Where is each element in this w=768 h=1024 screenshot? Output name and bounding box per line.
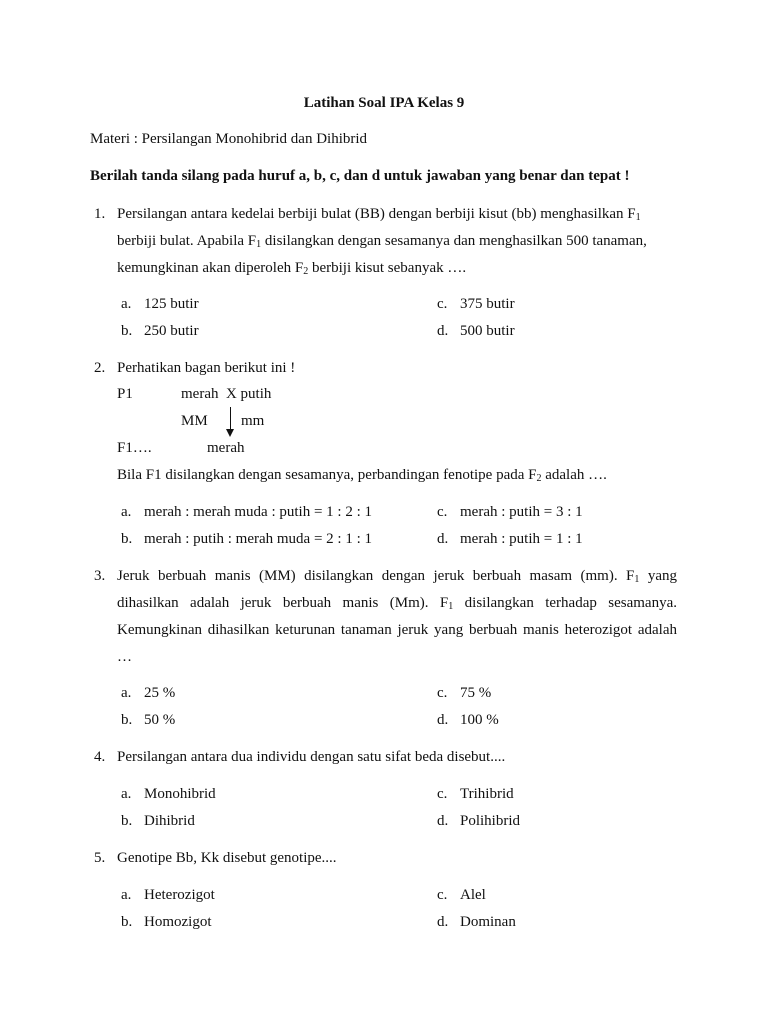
diagram-genotype-mm-lower: mm	[241, 413, 265, 429]
diagram-p1-label: P1	[117, 386, 133, 402]
option-key-a[interactable]: a.	[121, 887, 132, 903]
option-key-b[interactable]: b.	[121, 712, 133, 728]
option-text-b[interactable]: 50 %	[144, 712, 176, 728]
question-text-line: …	[117, 649, 132, 665]
option-text-c[interactable]: Trihibrid	[460, 786, 514, 802]
option-key-a[interactable]: a.	[121, 786, 132, 802]
question-text-line: kemungkinan akan diperoleh $F_2$ berbiji kisut sebanyak ….	[117, 260, 467, 277]
option-text-c[interactable]: Alel	[460, 887, 486, 903]
option-key-c[interactable]: c.	[437, 504, 448, 520]
option-text-b[interactable]: merah : putih : merah muda = 2 : 1 : 1	[144, 531, 372, 547]
question-number: 4.	[94, 749, 106, 765]
option-text-b[interactable]: Homozigot	[144, 914, 212, 930]
question-text-line: Persilangan antara kedelai berbiji bulat (BB) dengan berbiji kisut (bb) menghasilkan $F_1$	[117, 206, 641, 223]
option-text-a[interactable]: 25 %	[144, 685, 176, 701]
option-key-b[interactable]: b.	[121, 323, 133, 339]
option-key-d[interactable]: d.	[437, 914, 449, 930]
option-text-a[interactable]: Monohibrid	[144, 786, 216, 802]
question-number: 3.	[94, 568, 106, 584]
question-number: 2.	[94, 360, 106, 376]
option-key-c[interactable]: c.	[437, 685, 448, 701]
arrow-head-icon	[226, 429, 234, 437]
option-text-c[interactable]: 375 butir	[460, 296, 515, 312]
option-key-d[interactable]: d.	[437, 813, 449, 829]
option-key-d[interactable]: d.	[437, 531, 449, 547]
down-arrow-icon	[230, 407, 231, 431]
option-text-d[interactable]: 100 %	[460, 712, 499, 728]
option-text-b[interactable]: Dihibrid	[144, 813, 195, 829]
option-text-d[interactable]: merah : putih = 1 : 1	[460, 531, 583, 547]
option-key-c[interactable]: c.	[437, 887, 448, 903]
question-text-line: Jeruk berbuah manis (MM) disilangkan dengan jeruk berbuah masam (mm). $F_1$ yang	[117, 568, 677, 585]
option-text-b[interactable]: 250 butir	[144, 323, 199, 339]
option-key-c[interactable]: c.	[437, 296, 448, 312]
option-key-a[interactable]: a.	[121, 685, 132, 701]
question-text-line: dihasilkan adalah jeruk berbuah manis (Mm). $F_1$ disilangkan terhadap sesamanya.	[117, 595, 677, 612]
question-text-line: Kemungkinan dihasilkan keturunan tanaman jeruk yang berbuah manis heterozigot adalah	[117, 622, 677, 638]
page-title: Latihan Soal IPA Kelas 9	[303, 95, 465, 111]
diagram-f1-label: F1….	[117, 440, 152, 456]
question-text-line: Perhatikan bagan berikut ini !	[117, 360, 296, 376]
materi-line: Materi : Persilangan Monohibrid dan Dihibrid	[90, 131, 368, 147]
question-number: 5.	[94, 850, 106, 866]
option-text-a[interactable]: Heterozigot	[144, 887, 215, 903]
option-text-a[interactable]: merah : merah muda : putih = 1 : 2 : 1	[144, 504, 372, 520]
question-number: 1.	[94, 206, 106, 222]
option-key-a[interactable]: a.	[121, 504, 132, 520]
option-key-a[interactable]: a.	[121, 296, 132, 312]
question-text-line: Persilangan antara dua individu dengan satu sifat beda disebut....	[117, 749, 506, 765]
question-text-line: Bila F1 disilangkan dengan sesamanya, perbandingan fenotipe pada $F_2$ adalah ….	[117, 467, 607, 484]
diagram-genotype-mm-upper: MM	[181, 413, 208, 429]
option-text-a[interactable]: 125 butir	[144, 296, 199, 312]
option-text-c[interactable]: 75 %	[460, 685, 492, 701]
option-key-c[interactable]: c.	[437, 786, 448, 802]
option-text-d[interactable]: Polihibrid	[460, 813, 521, 829]
option-text-c[interactable]: merah : putih = 3 : 1	[460, 504, 583, 520]
option-key-d[interactable]: d.	[437, 323, 449, 339]
question-text-line: berbiji bulat. Apabila $F_1$ disilangkan dengan sesamanya dan menghasilkan 500 tanaman,	[117, 233, 647, 250]
instruction: Berilah tanda silang pada huruf a, b, c, dan d untuk jawaban yang benar dan tepat !	[90, 168, 630, 184]
option-text-d[interactable]: 500 butir	[460, 323, 515, 339]
diagram-p1-cross: merah X putih	[181, 386, 272, 402]
option-key-b[interactable]: b.	[121, 813, 133, 829]
option-key-b[interactable]: b.	[121, 914, 133, 930]
question-text-line: Genotipe Bb, Kk disebut genotipe....	[117, 850, 337, 866]
option-key-d[interactable]: d.	[437, 712, 449, 728]
option-text-d[interactable]: Dominan	[460, 914, 516, 930]
option-key-b[interactable]: b.	[121, 531, 133, 547]
diagram-f1-value: merah	[207, 440, 245, 456]
